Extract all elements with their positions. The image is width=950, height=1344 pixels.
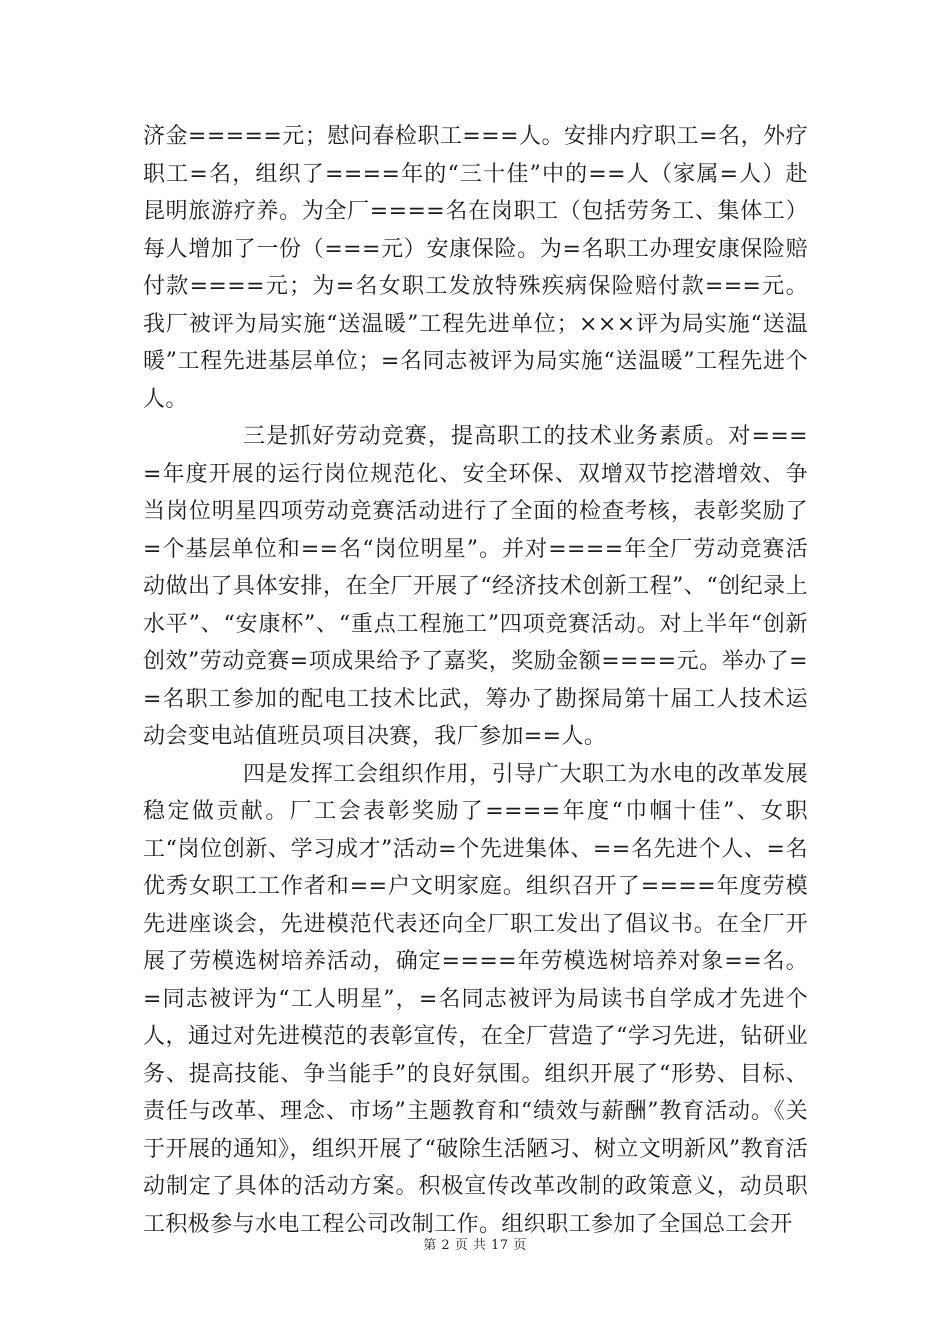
document-body <box>143 118 808 1243</box>
paragraph-continuation: 济金=====元；慰问春检职工===人。安排内疗职工=名，外疗职工=名，组织了====年的“三十佳”中的==人（家属=人）赴昆明旅游疗养。为全厂====名在岗职工（包括劳务工、集体工）每人增加了一份（===元）安康保险。为=名职工办理安康保险赔付款====元；为=名女职工发放特殊疾病保险赔付款===元。我厂被评为局实施“送温暖”工程先进单位；×××评为局实施“送温暖”工程先进基层单位；=名同志被评为局实施“送温暖”工程先进个人。 <box>143 124 808 412</box>
page-number-footer: 第 2 页 共 17 页 <box>423 1238 527 1253</box>
paragraph-labor-competition: 三是抓好劳动竞赛，提高职工的技术业务素质。对====年度开展的运行岗位规范化、安全环保、双增双节挖潜增效、争当岗位明星四项劳动竞赛活动进行了全面的检查考核，表彰奖励了=个基层单位和==名“岗位明星”。并对====年全厂劳动竞赛活动做出了具体安排，在全厂开展了“经济技术创新工程”、“创纪录上水平”、“安康杯”、“重点工程施工”四项竞赛活动。对上半年“创新创效”劳动竞赛=项成果给予了嘉奖，奖励金额====元。举办了==名职工参加的配电工技术比武，筹办了勘探局第十届工人技术运动会变电站值班员项目决赛，我厂参加==人。 <box>143 424 808 749</box>
paragraph-union-role: 四是发挥工会组织作用，引导广大职工为水电的改革发展稳定做贡献。厂工会表彰奖励了====年度“巾帼十佳”、女职工“岗位创新、学习成才”活动=个先进集体、==名先进个人、=名优秀女职工工作者和==户文明家庭。组织召开了====年度劳模先进座谈会，先进模范代表还向全厂职工发出了倡议书。在全厂开展了劳模选树培养活动，确定====年劳模选树培养对象==名。=同志被评为“工人明星”，=名同志被评为局读书自学成才先进个人，通过对先进模范的表彰宣传，在全厂营造了“学习先进，钻研业务、提高技能、争当能手”的良好氛围。组织开展了“形势、目标、责任与改革、理念、市场”主题教育和“绩效与薪酬”教育活动。《关于开展的通知》，组织开展了“破除生活陋习、树立文明新风”教育活动制定了具体的活动方案。积极宣传改革改制的政策意义，动员职工积极参与水电工程公司改制工作。组织职工参加了全国总工会开 <box>143 761 808 1237</box>
